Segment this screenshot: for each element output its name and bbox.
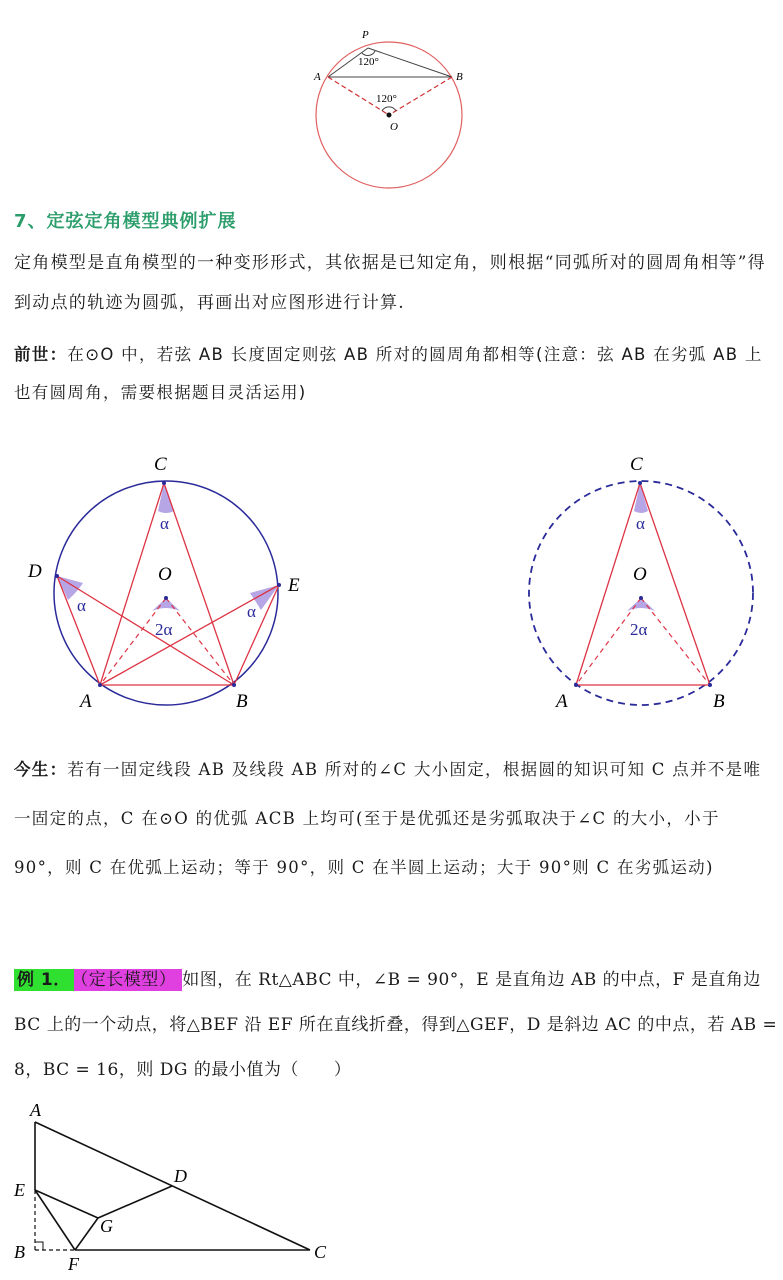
- angle-label-e: α: [247, 602, 256, 621]
- point-d: [55, 574, 59, 578]
- example-model-badge: （定长模型）: [74, 969, 183, 991]
- radius-ob: [166, 598, 234, 685]
- point-o: [639, 596, 643, 600]
- present-paragraph: [14, 745, 774, 892]
- label-a: A: [556, 691, 568, 712]
- label-a: A: [80, 691, 92, 712]
- label-p: P: [362, 29, 369, 41]
- section-title: 7、定弦定角模型典例扩展: [14, 211, 237, 232]
- segment-da: [57, 576, 100, 685]
- radius-ob: [389, 77, 452, 115]
- label-g: G: [100, 1216, 113, 1236]
- example-text: 如图，在 Rt△ABC 中，∠B = 90°，E 是直角边 AB 的中点，F 是直角边 BC 上的一个动点，将△BEF 沿 EF 所在直线折叠，得到△GEF，D 是斜边 AC 的中点，若 AB = 8，BC = 16，则 DG 的最小值为（ ）: [14, 970, 778, 1080]
- right-angle-mark: [35, 1242, 43, 1250]
- figure-inscribed-angles: [20, 445, 320, 720]
- radius-oa: [100, 598, 166, 685]
- point-a: [574, 683, 578, 687]
- past-text: 在⊙O 中，若弦 AB 长度固定则弦 AB 所对的圆周角都相等(注意：弦 AB 在劣弧 AB 上也有圆周角，需要根据题目灵活运用): [14, 345, 763, 402]
- label-o: O: [633, 564, 647, 585]
- label-e: E: [288, 575, 300, 596]
- point-b: [708, 683, 712, 687]
- point-b: [232, 683, 236, 687]
- label-b: B: [236, 691, 248, 712]
- angle-label-o: 120°: [376, 93, 397, 105]
- point-c: [162, 481, 166, 485]
- label-d: D: [28, 561, 42, 582]
- segment-ac: [35, 1122, 310, 1250]
- angle-arc-p: [362, 51, 375, 55]
- label-f: F: [68, 1254, 79, 1270]
- present-label: 今生：: [14, 760, 68, 779]
- point-c: [638, 481, 642, 485]
- label-b: B: [456, 71, 463, 83]
- label-d: D: [174, 1166, 187, 1186]
- figure-top-circle: [300, 20, 480, 195]
- label-e: E: [14, 1180, 25, 1200]
- segment-cb: [164, 483, 234, 685]
- label-b: B: [14, 1242, 25, 1262]
- label-c: C: [630, 454, 643, 475]
- past-label: 前世：: [14, 345, 68, 364]
- angle-arc-o: [382, 107, 396, 111]
- angle-label-o: 2α: [155, 620, 173, 639]
- point-o: [164, 596, 168, 600]
- label-c: C: [154, 454, 167, 475]
- figure-right-triangle: [10, 1100, 340, 1270]
- angle-label-p: 120°: [358, 56, 379, 68]
- segment-gf: [75, 1218, 98, 1250]
- intro-paragraph: 定角模型是直角模型的一种变形形式，其依据是已知定角，则根据“同弧所对的圆周角相等”得到动点的轨迹为圆弧，再画出对应图形进行计算.: [14, 253, 766, 313]
- angle-label-d: α: [77, 596, 86, 615]
- label-o: O: [158, 564, 172, 585]
- example-tag: 例 1．: [14, 969, 74, 991]
- radius-ob: [641, 598, 710, 685]
- radius-oa: [576, 598, 641, 685]
- label-o: O: [390, 121, 398, 133]
- angle-label-c: α: [160, 514, 169, 533]
- present-text: 若有一固定线段 AB 及线段 AB 所对的∠C 大小固定，根据圆的知识可知 C 点并不是唯一固定的点，C 在⊙O 的优弧 ACB 上均可(至于是优弧还是劣弧取决于∠C 的大小，小于 90°，则 C 在优弧上运动；等于 90°，则 C 在半圆上运动；大于 90°则 C 在劣弧运动): [14, 760, 762, 877]
- label-a: A: [314, 71, 321, 83]
- segment-ca: [576, 483, 640, 685]
- label-c: C: [314, 1242, 327, 1262]
- point-a: [98, 683, 102, 687]
- angle-label-c: α: [636, 514, 645, 533]
- angle-label-o: 2α: [630, 620, 648, 639]
- example-1: [14, 958, 779, 1093]
- segment-cb: [640, 483, 710, 685]
- past-paragraph: [14, 336, 774, 412]
- figure-dashed-circle: [510, 445, 775, 720]
- center-point-o: [387, 113, 392, 118]
- segment-gd: [98, 1186, 172, 1218]
- point-e: [277, 583, 281, 587]
- label-a: A: [30, 1100, 41, 1120]
- label-b: B: [713, 691, 725, 712]
